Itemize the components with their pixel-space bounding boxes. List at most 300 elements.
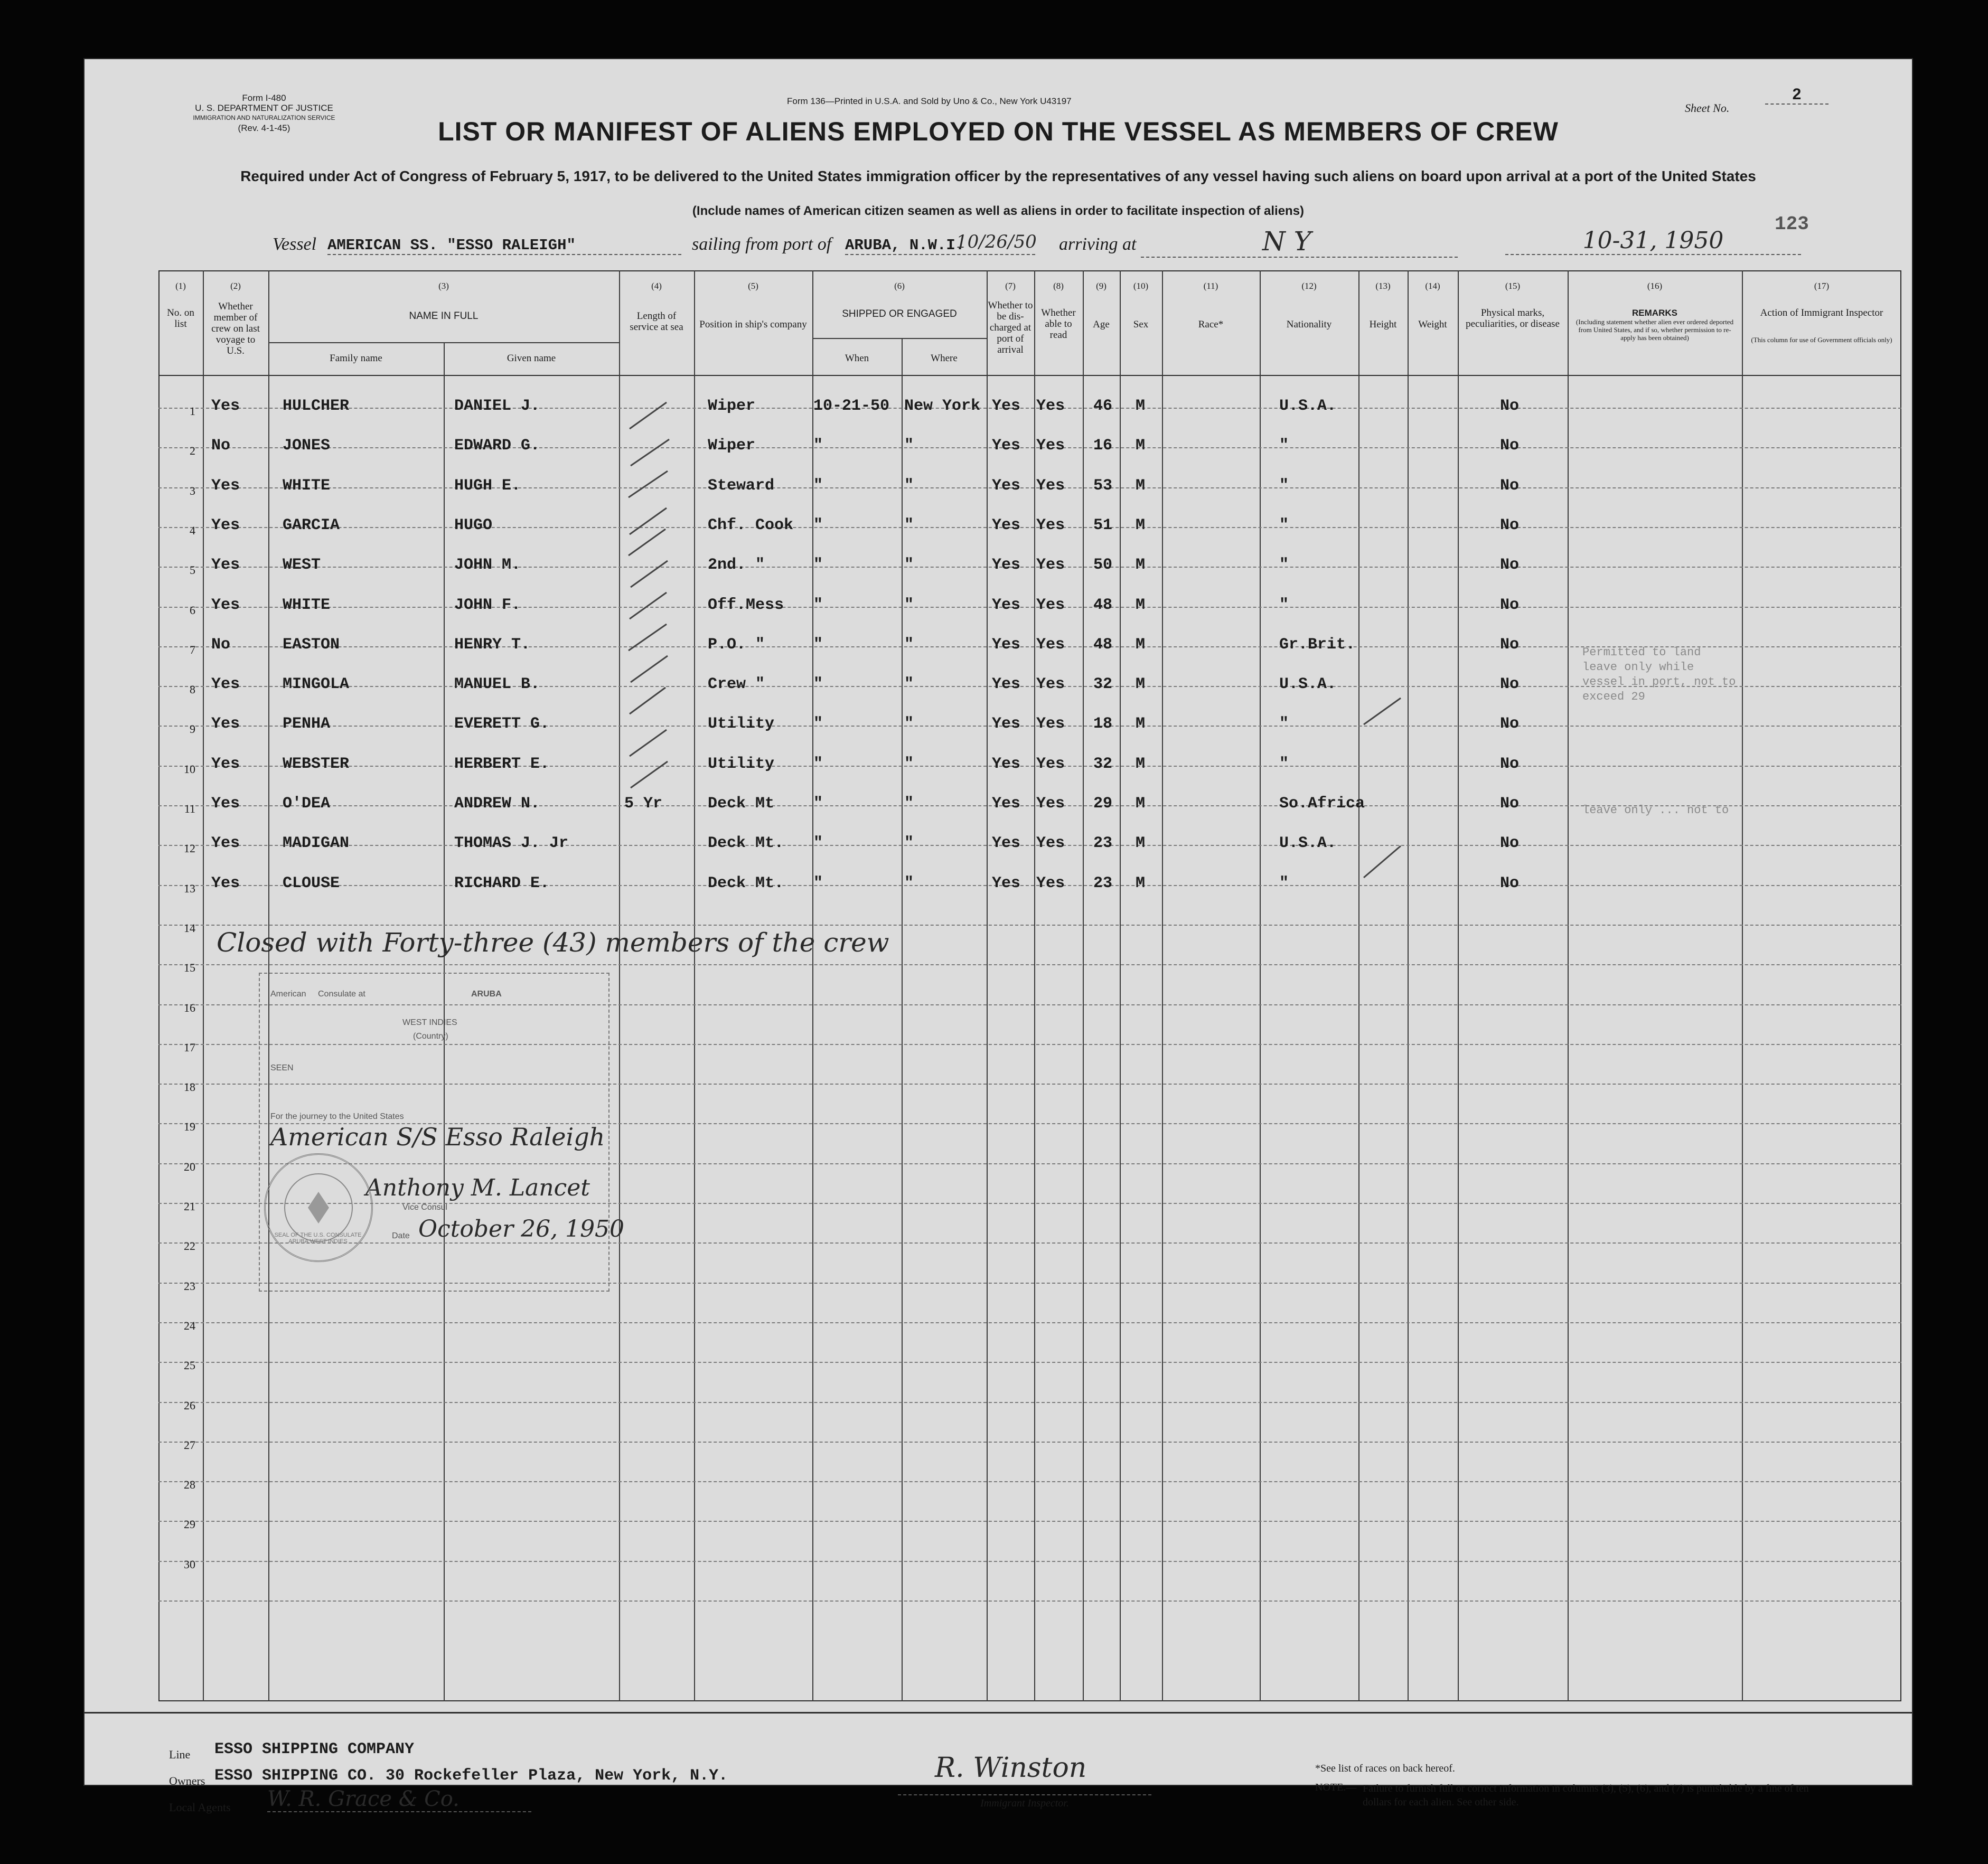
position-cell: Deck Mt [708,795,775,813]
row-rule [158,447,1901,448]
row-number: 1 [190,404,195,418]
able-to-read-cell: Yes [1036,795,1065,813]
consulate-line1a: American [270,990,306,999]
sex-cell: M [1136,715,1146,733]
header-race: Race* [1198,319,1224,330]
header-name-in-full: NAME IN FULL [409,310,479,322]
able-to-read-cell: Yes [1036,437,1065,455]
position-cell: Utility [708,755,775,773]
manifest-page [85,59,1912,1814]
col-num-6: (6) [894,281,905,291]
row-number: 2 [190,444,195,457]
position-cell: 2nd. " [708,556,765,574]
service-tick-marks [619,397,694,967]
service-length-cell: 5 Yr [624,795,663,813]
age-cell: 23 [1093,834,1113,852]
row-number: 7 [190,643,195,656]
position-cell: Chf. Cook [708,516,794,534]
prev-voyage-cell: Yes [211,477,240,495]
prev-voyage-cell: Yes [211,834,240,852]
shipped-where-cell: " [904,874,914,892]
shipped-where-cell: " [904,596,914,614]
col-num-5: (5) [748,281,758,291]
consulate-country-label: (Country) [413,1032,448,1041]
header-action-inspector: Action of Immigrant Inspector [1760,307,1883,318]
row-number: 28 [184,1478,195,1491]
position-cell: Utility [708,715,775,733]
shipped-when-cell: " [813,795,823,813]
row-number: 19 [184,1120,195,1133]
row-number: 25 [184,1359,195,1372]
stamp-number: 123 [1775,213,1809,235]
col-num-17: (17) [1814,281,1830,291]
header-given-name: Given name [507,353,556,364]
header-length-service: Length of service at sea [630,310,683,333]
nationality-cell: Gr.Brit. [1279,636,1356,654]
discharged-cell: Yes [992,596,1021,614]
able-to-read-cell: Yes [1036,636,1065,654]
row-number: 29 [184,1518,195,1531]
age-cell: 48 [1093,596,1113,614]
age-cell: 32 [1093,675,1113,693]
family-name-cell: GARCIA [283,516,340,534]
nationality-cell: " [1279,596,1289,614]
col-num-8: (8) [1053,281,1064,291]
able-to-read-cell: Yes [1036,477,1065,495]
row-number: 30 [184,1558,195,1571]
row-rule [158,567,1901,568]
consulate-line1c: ARUBA [471,990,502,999]
shipped-where-cell: " [904,715,914,733]
nationality-cell: U.S.A. [1279,397,1337,415]
header-weight: Weight [1418,319,1447,330]
discharged-cell: Yes [992,755,1021,773]
row-number: 5 [190,563,195,577]
row-number: 13 [184,882,195,895]
col-num-4: (4) [651,281,662,291]
position-cell: Steward [708,477,775,495]
given-name-cell: JOHN M. [454,556,521,574]
nationality-cell: " [1279,516,1289,534]
discharged-cell: Yes [992,874,1021,892]
sailing-date: 10/26/50 [956,231,1037,252]
consulate-seal [264,1153,373,1262]
header-bottom-line [158,375,1901,376]
given-name-cell: ANDREW N. [454,795,540,813]
given-name-cell: EDWARD G. [454,437,540,455]
col-num-3: (3) [438,281,449,291]
form-number: Form I-480 [242,93,286,103]
shipped-when-cell: " [813,755,823,773]
family-name-cell: JONES [283,437,331,455]
header-position: Position in ship's company [699,319,807,330]
age-cell: 46 [1093,397,1113,415]
footer-note: Failure to furnish full or correct information in columns (3), (5), (6), and (7) is punishable by a fine of ten dollars for each alien. See other side. [1363,1783,1809,1808]
age-cell: 50 [1093,556,1113,574]
given-name-cell: RICHARD E. [454,874,550,892]
inspector-signature: R. Winston [935,1752,1087,1784]
row-rule [158,527,1901,528]
row-number: 10 [184,762,195,776]
row-number: 18 [184,1080,195,1094]
footer-line-label: Line [169,1748,191,1761]
remarks-stamp-row11: leave only ... not to [1582,804,1729,817]
discharged-cell: Yes [992,397,1021,415]
discharged-cell: Yes [992,675,1021,693]
row-rule [158,1561,1901,1562]
sex-cell: M [1136,397,1146,415]
shipped-where-cell: " [904,437,914,455]
row-number: 24 [184,1319,195,1332]
sex-cell: M [1136,596,1146,614]
sex-cell: M [1136,477,1146,495]
department: U. S. DEPARTMENT OF JUSTICE [195,103,333,113]
nationality-cell: U.S.A. [1279,834,1337,852]
physical-marks-cell: No [1500,795,1520,813]
row-number: 9 [190,722,195,736]
position-cell: Crew " [708,675,765,693]
shipped-when-cell: " [813,596,823,614]
sex-cell: M [1136,795,1146,813]
shipped-when-cell: " [813,675,823,693]
physical-marks-cell: No [1500,874,1520,892]
header-able-to-read: Whether able to read [1041,307,1076,341]
col-num-13: (13) [1375,281,1391,291]
vessel-name: AMERICAN SS. "ESSO RALEIGH" [327,237,681,255]
physical-marks-cell: No [1500,437,1520,455]
physical-marks-cell: No [1500,556,1520,574]
consulate-sig-title: Vice Consul [402,1203,448,1212]
col-num-11: (11) [1203,281,1218,291]
col-num-15: (15) [1505,281,1521,291]
closing-note: Closed with Forty-three (43) members of the crew [217,927,889,958]
race-note: *See list of races on back hereof. [1315,1763,1455,1774]
age-cell: 48 [1093,636,1113,654]
nationality-cell: " [1279,437,1289,455]
row-rule [158,964,1901,965]
consulate-stamp [259,973,625,1292]
family-name-cell: MINGOLA [283,675,350,693]
col-num-12: (12) [1301,281,1317,291]
family-name-cell: WEBSTER [283,755,350,773]
row-number: 8 [190,683,195,696]
consulate-country: WEST INDIES [402,1018,457,1027]
discharged-cell: Yes [992,516,1021,534]
footer-rule [85,1712,1912,1714]
shipped-when-cell: " [813,715,823,733]
family-name-cell: WHITE [283,477,331,495]
subtitle: Required under Act of Congress of February 5, 1917, to be delivered to the United States immigration officer by the representatives of any vessel having such aliens on board upon arrival at a port of the United States [240,168,1756,184]
shipped-where-cell: " [904,834,914,852]
row-number: 23 [184,1279,195,1293]
prev-voyage-cell: Yes [211,516,240,534]
arriving-port: N Y [1141,226,1458,258]
given-name-cell: JOHN F. [454,596,521,614]
vessel-label: Vessel [273,234,317,254]
prev-voyage-cell: Yes [211,596,240,614]
row-rule [158,1402,1901,1403]
position-cell: Deck Mt. [708,834,784,852]
able-to-read-cell: Yes [1036,596,1065,614]
header-when: When [845,353,869,364]
row-rule [158,1521,1901,1522]
shipped-where-cell: " [904,477,914,495]
consulate-seen: SEEN [270,1063,294,1072]
age-cell: 32 [1093,755,1113,773]
prev-voyage-cell: Yes [211,397,240,415]
row-rule [158,1481,1901,1482]
shipped-when-cell: " [813,636,823,654]
subnote: (Include names of American citizen seamen as well as aliens in order to facilitate inspection of aliens) [692,204,1305,218]
header-sex: Sex [1133,319,1149,330]
col-num-2: (2) [230,281,241,291]
family-name-cell: PENHA [283,715,331,733]
inspector-label: Immigrant Inspector. [898,1794,1151,1810]
physical-marks-cell: No [1500,596,1520,614]
sex-cell: M [1136,516,1146,534]
header-remarks: REMARKS [1632,308,1677,318]
sailing-label: sailing from port of [692,234,832,254]
family-name-cell: WEST [283,556,321,574]
able-to-read-cell: Yes [1036,834,1065,852]
row-number: 27 [184,1438,195,1452]
age-cell: 23 [1093,874,1113,892]
prev-voyage-cell: Yes [211,715,240,733]
row-number: 12 [184,842,195,855]
header-height: Height [1369,319,1397,330]
consulate-journey: For the journey to the United States [270,1112,404,1121]
able-to-read-cell: Yes [1036,874,1065,892]
row-rule [158,408,1901,409]
row-rule [158,726,1901,727]
sex-cell: M [1136,636,1146,654]
given-name-cell: MANUEL B. [454,675,540,693]
able-to-read-cell: Yes [1036,556,1065,574]
page-title: LIST OR MANIFEST OF ALIENS EMPLOYED ON THE VESSEL AS MEMBERS OF CREW [438,117,1559,146]
family-name-cell: EASTON [283,636,340,654]
given-name-cell: HUGH E. [454,477,521,495]
physical-marks-cell: No [1500,675,1520,693]
given-name-cell: HERBERT E. [454,755,550,773]
family-name-cell: HULCHER [283,397,350,415]
footer-owners-value: ESSO SHIPPING CO. 30 Rockefeller Plaza, New York, N.Y. [214,1767,728,1785]
family-name-cell: O'DEA [283,795,331,813]
row-rule [158,607,1901,608]
sex-cell: M [1136,874,1146,892]
shipped-when-cell: " [813,437,823,455]
shipped-where-cell: " [904,755,914,773]
given-name-cell: HUGO [454,516,493,534]
shipped-where-cell: " [904,636,914,654]
position-cell: Off.Mess [708,596,784,614]
nationality-cell: " [1279,715,1289,733]
header-nationality: Nationality [1286,319,1332,330]
row-number: 4 [190,524,195,537]
row-number: 21 [184,1200,195,1213]
prev-voyage-cell: Yes [211,755,240,773]
shipped-when-cell: " [813,834,823,852]
nationality-cell: So.Africa [1279,795,1365,813]
note-label: NOTE.— [1315,1782,1357,1793]
row-rule [158,766,1901,767]
row-rule [158,925,1901,926]
shipped-when-cell: " [813,477,823,495]
prev-voyage-cell: No [211,636,231,654]
consulate-line1b: Consulate at [318,990,365,999]
sheet-number: 2 [1765,86,1828,105]
discharged-cell: Yes [992,715,1021,733]
prev-voyage-cell: No [211,437,231,455]
row-rule [158,1601,1901,1602]
position-cell: P.O. " [708,636,765,654]
age-cell: 51 [1093,516,1113,534]
discharged-cell: Yes [992,437,1021,455]
footer-agents-label: Local Agents [169,1801,231,1814]
sheet-label: Sheet No. [1685,101,1730,115]
row-number: 20 [184,1160,195,1173]
consulate-signature: Anthony M. Lancet [365,1174,590,1201]
seal-text: SEAL OF THE U.S. CONSULATE ARUBA WEST INDIES [274,1232,362,1245]
given-name-cell: DANIEL J. [454,397,540,415]
service: IMMIGRATION AND NATURALIZATION SERVICE [193,114,335,121]
row-rule [158,1362,1901,1363]
row-rule [158,1442,1901,1443]
given-name-cell: THOMAS J. Jr [454,834,569,852]
shipped-where-cell: " [904,516,914,534]
able-to-read-cell: Yes [1036,397,1065,415]
position-cell: Wiper [708,437,756,455]
physical-marks-cell: No [1500,715,1520,733]
footer-line-value: ESSO SHIPPING COMPANY [214,1740,415,1758]
consulate-date: October 26, 1950 [418,1216,625,1242]
position-cell: Wiper [708,397,756,415]
physical-marks-cell: No [1500,477,1520,495]
sex-cell: M [1136,675,1146,693]
nationality-cell: " [1279,477,1289,495]
discharged-cell: Yes [992,477,1021,495]
sailing-port: ARUBA, N.W.I. [845,237,1035,255]
age-cell: 53 [1093,477,1113,495]
row-number: 17 [184,1041,195,1054]
header-shipped-engaged: SHIPPED OR ENGAGED [842,308,957,319]
physical-marks-cell: No [1500,755,1520,773]
header-age: Age [1093,319,1110,330]
able-to-read-cell: Yes [1036,755,1065,773]
nationality-tick-marks [1358,688,1485,888]
row-number: 11 [184,802,195,815]
footer-agents-value: W. R. Grace & Co. [267,1787,531,1812]
physical-marks-cell: No [1500,397,1520,415]
shipped-where-cell: " [904,675,914,693]
header-discharged: Whether to be dis-charged at port of arrival [988,300,1033,355]
header-member-last-voyage: Whether member of crew on last voyage to U.S. [211,301,260,356]
row-number: 3 [190,484,195,497]
col-num-1: (1) [175,281,186,291]
row-number: 16 [184,1001,195,1014]
sex-cell: M [1136,755,1146,773]
age-cell: 18 [1093,715,1113,733]
eagle-seal-icon [266,1155,371,1260]
arrival-date: 10-31, 1950 [1505,227,1801,255]
prev-voyage-cell: Yes [211,795,240,813]
consulate-date-label: Date [392,1231,410,1240]
col-num-16: (16) [1647,281,1663,291]
given-name-cell: EVERETT G. [454,715,550,733]
row-rule [158,845,1901,846]
family-name-cell: WHITE [283,596,331,614]
shipped-when-cell: " [813,556,823,574]
row-number: 6 [190,604,195,617]
able-to-read-cell: Yes [1036,675,1065,693]
shipped-when-cell: " [813,874,823,892]
able-to-read-cell: Yes [1036,516,1065,534]
consulate-vessel-handwritten: American S/S Esso Raleigh [270,1123,605,1151]
row-rule [158,1322,1901,1323]
nationality-cell: " [1279,874,1289,892]
arriving-label: arriving at [1059,234,1137,254]
physical-marks-cell: No [1500,516,1520,534]
sex-cell: M [1136,556,1146,574]
physical-marks-cell: No [1500,636,1520,654]
age-cell: 29 [1093,795,1113,813]
revision: (Rev. 4-1-45) [238,123,290,133]
discharged-cell: Yes [992,795,1021,813]
given-name-cell: HENRY T. [454,636,531,654]
nationality-cell: U.S.A. [1279,675,1337,693]
prev-voyage-cell: Yes [211,556,240,574]
discharged-cell: Yes [992,556,1021,574]
sex-cell: M [1136,834,1146,852]
header-action-note: (This column for use of Government officials only) [1751,336,1892,344]
header-family-name: Family name [330,353,382,364]
row-number: 14 [184,921,195,935]
discharged-cell: Yes [992,636,1021,654]
age-cell: 16 [1093,437,1113,455]
printer-line: Form 136—Printed in U.S.A. and Sold by Uno & Co., New York U43197 [787,96,1072,106]
shipped-when-cell: " [813,516,823,534]
sex-cell: M [1136,437,1146,455]
col-num-14: (14) [1425,281,1440,291]
shipped-when-cell: 10-21-50 [813,397,890,415]
family-name-cell: MADIGAN [283,834,350,852]
family-name-cell: CLOUSE [283,874,340,892]
footer-owners-label: Owners [169,1774,205,1787]
able-to-read-cell: Yes [1036,715,1065,733]
row-rule [158,487,1901,488]
col-num-10: (10) [1133,281,1149,291]
header-remarks-note: (Including statement whether alien ever ordered deported from United States, and if so, whether permission to re-apply has been obtained) [1576,318,1734,342]
prev-voyage-cell: Yes [211,874,240,892]
physical-marks-cell: No [1500,834,1520,852]
position-cell: Deck Mt. [708,874,784,892]
nationality-cell: " [1279,755,1289,773]
shipped-where-cell: New York [904,397,981,415]
col-num-9: (9) [1096,281,1106,291]
col-num-7: (7) [1005,281,1016,291]
remarks-stamp-row7: Permitted to land leave only while vessel in port, not to exceed 29 [1582,646,1736,703]
row-rule [158,885,1901,886]
row-number: 22 [184,1239,195,1253]
row-number: 15 [184,961,195,974]
header-where: Where [931,353,958,364]
discharged-cell: Yes [992,834,1021,852]
header-no-on-list: No. on list [167,307,194,330]
shipped-where-cell: " [904,556,914,574]
shipped-where-cell: " [904,795,914,813]
header-physical-marks: Physical marks, peculiarities, or disease [1466,307,1560,330]
row-number: 26 [184,1399,195,1412]
prev-voyage-cell: Yes [211,675,240,693]
